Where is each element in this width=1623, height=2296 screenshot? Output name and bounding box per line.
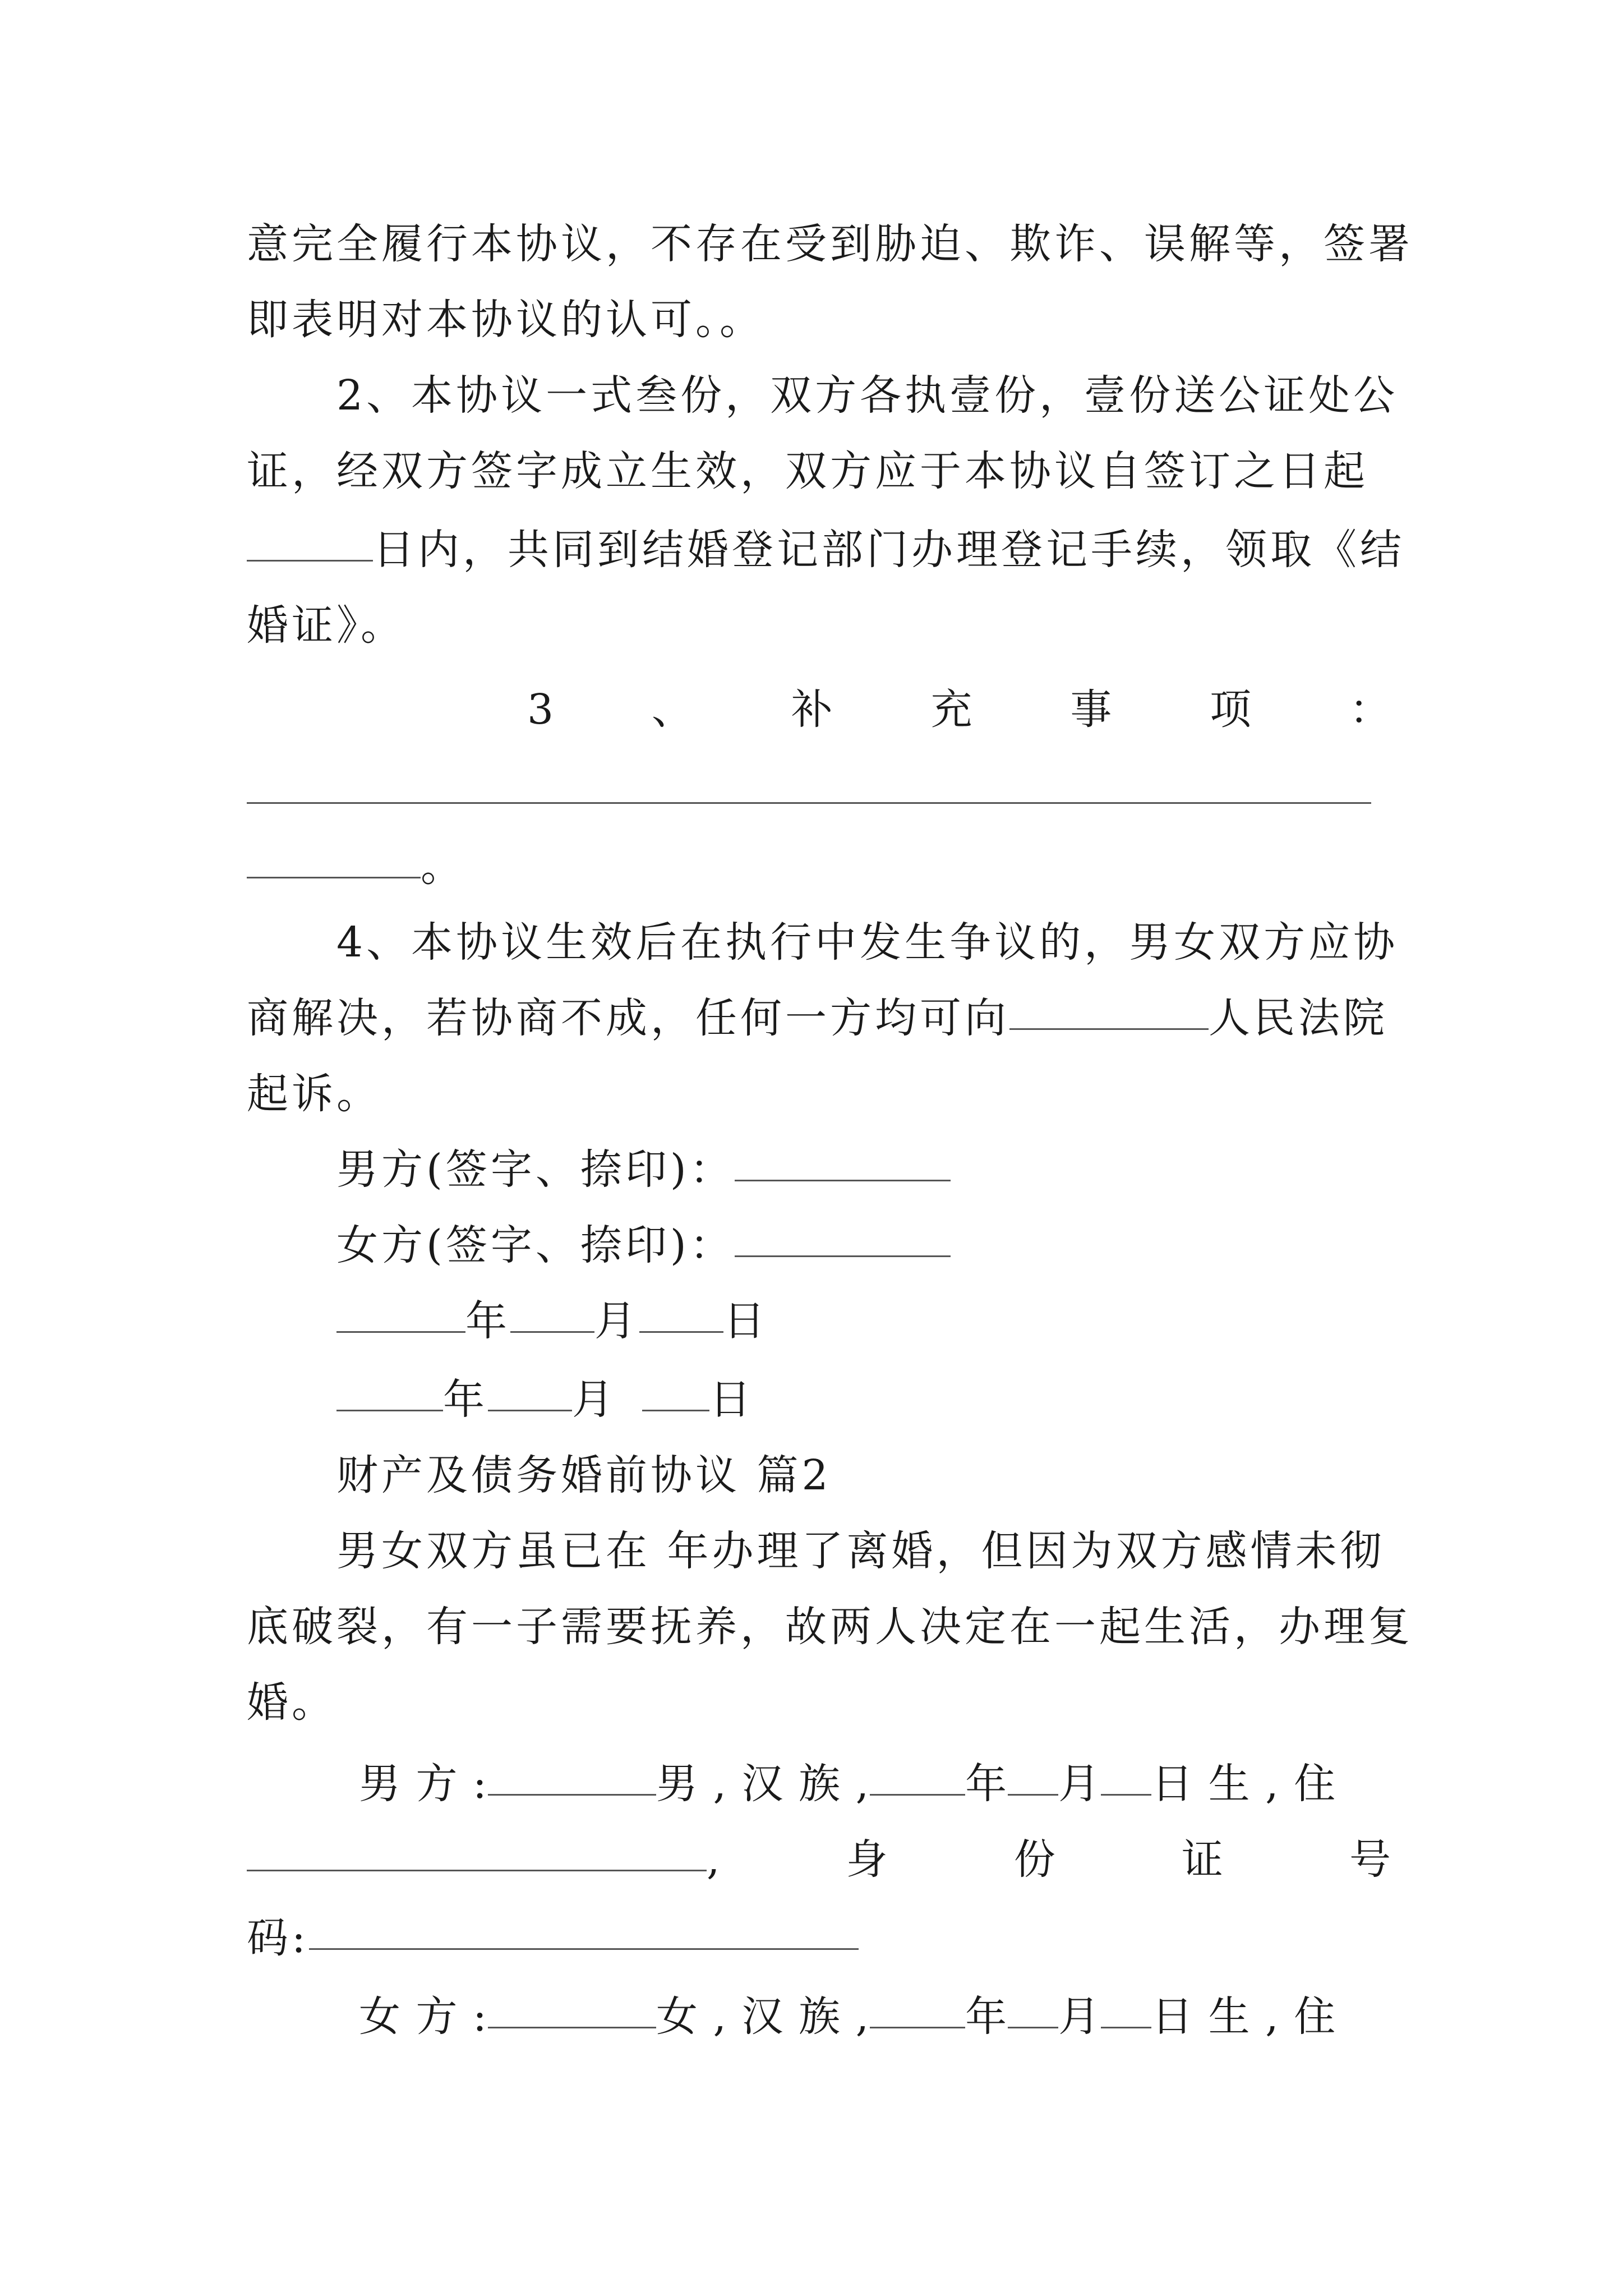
paragraph-text: 。 — [421, 843, 465, 891]
heading-char: 充 — [930, 685, 972, 734]
id-number-line — [247, 1826, 1391, 1893]
date-day-label: 日 — [723, 1297, 768, 1345]
day-blank — [1101, 1983, 1151, 2028]
day-blank — [642, 1366, 709, 1411]
born-year-label: 年 — [965, 1993, 1008, 2041]
female-signature-line — [336, 1212, 1391, 1279]
born-day-label: 日 生 , 住 — [1151, 1993, 1337, 2041]
address-blank — [247, 1826, 707, 1871]
date-month-label: 月 — [594, 1297, 639, 1345]
paragraph-line: 即表明对本协议的认可。。 — [247, 296, 764, 344]
court-blank — [1009, 984, 1209, 1030]
heading-char: 补 — [791, 685, 833, 734]
paragraph-line — [247, 833, 1391, 900]
comma: , — [707, 1835, 720, 1884]
date-month-label: 月 — [572, 1375, 617, 1424]
id-label: 码: — [247, 1914, 309, 1962]
heading-char: 、 — [651, 685, 693, 734]
name-blank — [488, 1983, 656, 2028]
name-blank — [488, 1750, 656, 1796]
id-char: 身 — [846, 1835, 888, 1884]
clause-4-line: 4、本协议生效后在执行中发生争议的，男女双方应协 — [336, 918, 1399, 967]
days-blank — [247, 516, 373, 562]
gender-ethnicity: 男 , 汉 族 , — [656, 1760, 870, 1808]
id-segment — [247, 1826, 720, 1893]
paragraph-line — [247, 516, 1405, 583]
date-line — [336, 1287, 1391, 1355]
male-signature-line — [336, 1136, 1391, 1203]
day-blank — [639, 1287, 723, 1333]
born-year-label: 年 — [965, 1760, 1008, 1808]
month-blank — [1008, 1750, 1058, 1796]
id-char: 份 — [1013, 1835, 1055, 1884]
heading-char: 事 — [1070, 685, 1112, 734]
paragraph-text: 商解决，若协商不成，任何一方均可向 — [247, 994, 1009, 1042]
year-blank — [870, 1983, 965, 2028]
born-month-label: 月 — [1058, 1993, 1101, 2041]
id-number-continued — [247, 1904, 1391, 1972]
id-char: 证 — [1181, 1835, 1223, 1884]
paragraph-line: 婚。 — [247, 1678, 336, 1727]
signature-label: 男方(签字、捺印)： — [336, 1145, 735, 1194]
paragraph-line: 底破裂，有一子需要抚养，故两人决定在一起生活，办理复 — [247, 1603, 1413, 1651]
date-year-label: 年 — [465, 1297, 510, 1345]
paragraph-line: 意完全履行本协议，不存在受到胁迫、欺诈、误解等，签署 — [247, 220, 1413, 268]
paragraph-line: 男女双方虽已在 年办理了离婚，但因为双方感情未彻 — [336, 1527, 1385, 1575]
born-day-label: 日 生 , 住 — [1151, 1760, 1337, 1808]
female-info-line — [359, 1983, 1391, 2050]
section-title: 财产及债务婚前协议 篇2 — [336, 1451, 832, 1499]
month-blank — [510, 1287, 594, 1333]
id-blank — [309, 1904, 859, 1950]
paragraph-line — [247, 984, 1391, 1052]
paragraph-text: 日内，共同到结婚登记部门办理登记手续，领取《结 — [373, 526, 1405, 574]
date-day-label: 日 — [709, 1375, 754, 1424]
female-label: 女 方 : — [359, 1993, 488, 2041]
year-blank — [870, 1750, 965, 1796]
heading-char: 3 — [527, 685, 554, 734]
signature-label: 女方(签字、捺印)： — [336, 1221, 735, 1269]
clause-3-heading — [527, 676, 1391, 743]
paragraph-line: 起诉。 — [247, 1070, 381, 1118]
male-info-line — [359, 1750, 1391, 1818]
id-char: 号 — [1349, 1835, 1391, 1884]
month-blank — [488, 1366, 572, 1411]
male-label: 男 方 : — [359, 1760, 488, 1808]
born-month-label: 月 — [1058, 1760, 1101, 1808]
heading-char: 项 — [1210, 685, 1252, 734]
signature-blank — [735, 1136, 951, 1181]
month-blank — [1008, 1983, 1058, 2028]
paragraph-line: 证，经双方签字成立生效，双方应于本协议自签订之日起 — [247, 447, 1368, 495]
date-line — [336, 1366, 1391, 1433]
gender-ethnicity: 女 , 汉 族 , — [656, 1993, 870, 2041]
paragraph-text: 人民法院 — [1209, 994, 1388, 1042]
supplement-blank-line — [247, 802, 1371, 804]
date-year-label: 年 — [443, 1375, 488, 1424]
paragraph-line: 婚证》。 — [247, 601, 405, 650]
signature-blank — [735, 1212, 951, 1257]
day-blank — [1101, 1750, 1151, 1796]
year-blank — [336, 1287, 465, 1333]
clause-2-line: 2、本协议一式叁份，双方各执壹份，壹份送公证处公 — [336, 371, 1399, 420]
heading-char: ： — [1349, 685, 1391, 734]
year-blank — [336, 1366, 443, 1411]
supplement-blank — [247, 833, 421, 878]
